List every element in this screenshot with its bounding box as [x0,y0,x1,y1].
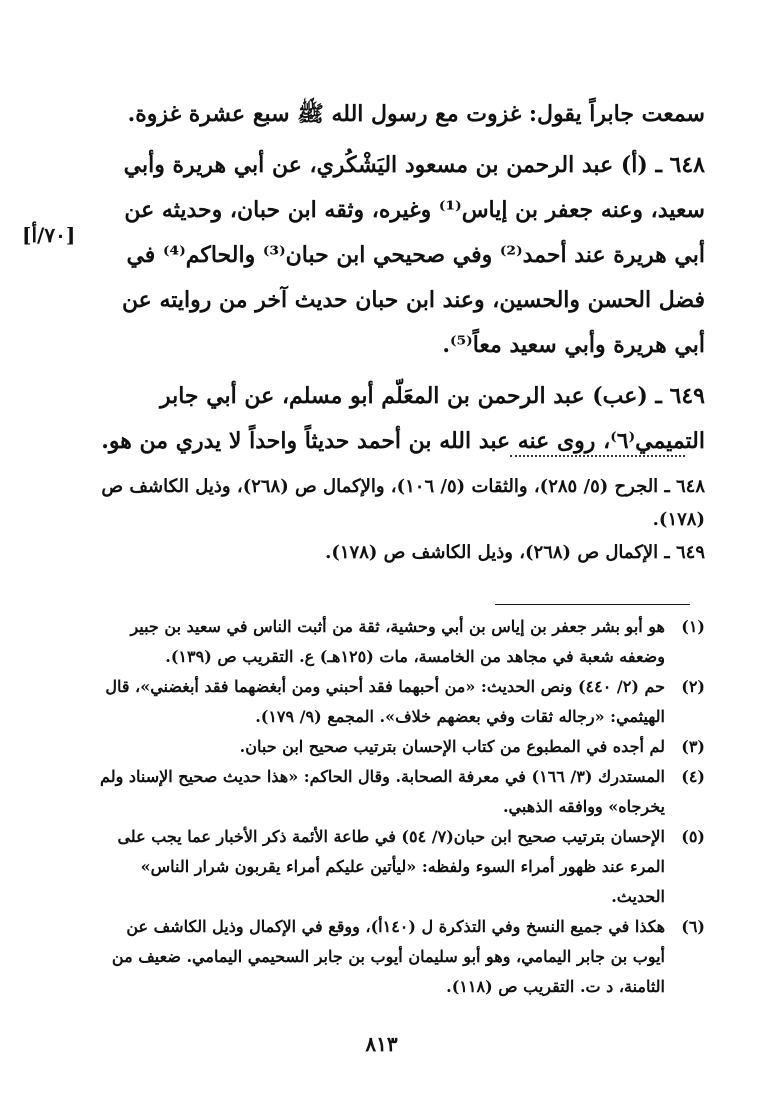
entry-648: ٦٤٨ ـ (أ) عبد الرحمن بن مسعود اليَشْكُري، عن أبي هريرة وأبي سعيد، وعنه جعفر بن إياس⁽¹⁾ وغيره، وثقه ابن حبان، وحديثه عن أبي هريرة عند أحمد⁽²⁾ وفي صحيحي ابن حبان⁽³⁾ والحاكم⁽⁴⁾ في فضل الحسن والحسين، وعند ابن حبان حديث آخر من روايته عن أبي هريرة وأبي سعيد معاً⁽⁵⁾. [121,152,705,358]
sources-block [95,470,705,569]
footnote-rule [495,604,690,605]
footnotes-block [95,612,705,1002]
footnote-number: (٤) [681,767,705,786]
footnote-5 [95,822,705,912]
footnote-text: المستدرك (٣/ ١٦٦) في معرفة الصحابة. وقال الحاكم: «هذا حديث صحيح الإسناد ولم يخرجاه» ووافقه الذهبي. [100,767,665,816]
footnote-text: حم (٢/ ٤٤٠) ونص الحديث: «من أحبهما فقد أحبني ومن أبغضهما فقد أبغضني»، قال الهيثمي: «رجاله ثقات وفي بعضهم خلاف». المجمع (٩/ ١٧٩). [105,677,665,726]
footnote-number: (٦) [681,917,705,936]
page-number: ٨١٣ [365,1032,398,1056]
footnote-text: هو أبو بشر جعفر بن إياس بن أبي وحشية، ثقة من أثبت الناس في سعيد بن جبير وضعفه شعبة في مجاهد من الخامسة، مات (١٢٥هـ) ع. التقريب ص (١٣٩). [130,617,665,666]
footnote-2 [95,672,705,732]
dotted-separator [510,455,685,457]
footnote-text: الإحسان بترتيب صحيح ابن حبان(٧/ ٥٤) في طاعة الأئمة ذكر الأخبار عما يجب على المرء عند ظهور أمراء السوء ولفظه: «ليأتين عليكم أمراء يقربون شرار الناس» الحديث. [117,827,665,906]
margin-manuscript-ref: [٧٠/أ] [22,223,76,247]
entry-649: ٦٤٩ ـ (عب) عبد الرحمن بن المعَلّم أبو مسلم، عن أبي جابر التميمي⁽٦⁾، روى عنه عبد الله بن أحمد حديثاً واحداً لا يدري من هو. [101,383,705,454]
footnote-1 [95,612,705,672]
footnote-number: (١) [681,617,705,636]
footnote-3 [95,732,705,762]
footnote-6 [95,912,705,1002]
footnote-number: (٢) [681,677,705,696]
footnote-number: (٥) [681,827,705,846]
source-649: ٦٤٩ ـ الإكمال ص (٢٦٨)، وذيل الكاشف ص (١٧٨). [325,542,705,563]
intro-line: سمعت جابراً يقول: غزوت مع رسول الله ﷺ سبع عشرة غزوة. [127,101,705,127]
main-text [95,92,705,464]
footnote-text: هكذا في جميع النسخ وفي التذكرة ل (١٤٠أ)، ووقع في الإكمال وذيل الكاشف عن أيوب بن جابر اليمامي، وهو أبو سليمان أيوب بن جابر السحيمي اليمامي. ضعيف من الثامنة، د ت. التقريب ص (١١٨). [111,917,665,996]
footnote-4 [95,762,705,822]
source-648: ٦٤٨ ـ الجرح (٥/ ٢٨٥)، والثقات (٥/ ١٠٦)، والإكمال ص (٢٦٨)، وذيل الكاشف ص (١٧٨). [101,476,705,530]
footnote-text: لم أجده في المطبوع من كتاب الإحسان بترتيب صحيح ابن حبان. [239,737,665,756]
footnote-number: (٣) [681,737,705,756]
